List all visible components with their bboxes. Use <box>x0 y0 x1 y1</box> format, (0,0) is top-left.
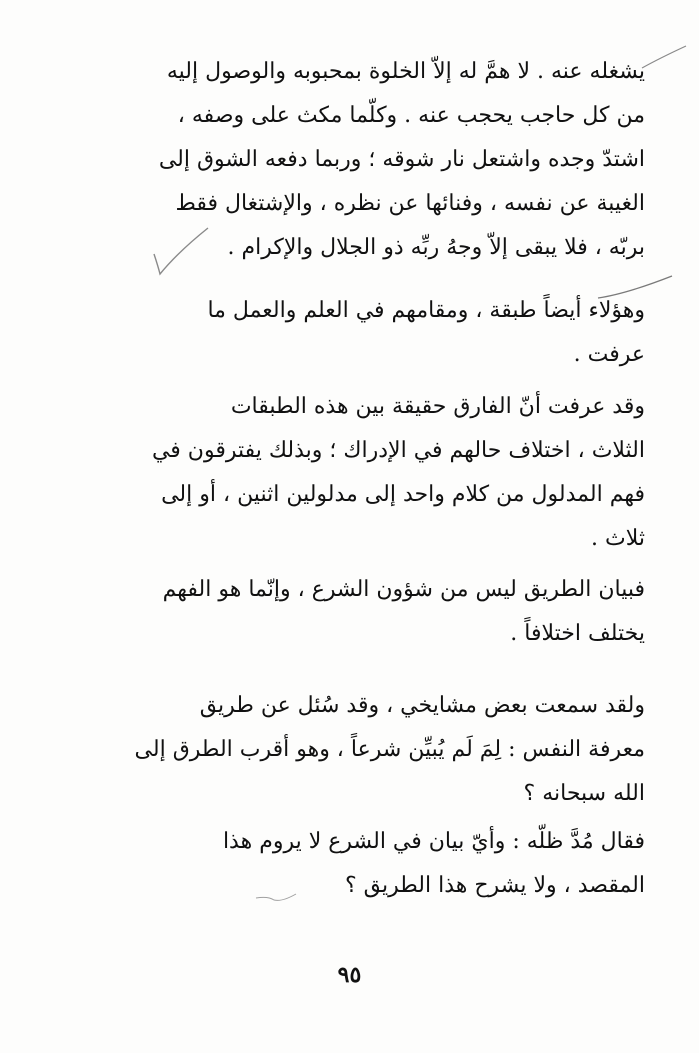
text-line: اشتدّ وجده واشتعل نار شوقه ؛ وربما دفعه الشوق إلى <box>158 147 645 172</box>
paragraph-3 <box>100 385 645 561</box>
text-line: وقد عرفت أنّ الفارق حقيقة بين هذه الطبقات <box>230 394 645 419</box>
text-line: من كل حاجب يحجب عنه . وكلّما مكث على وصفه ، <box>177 103 645 128</box>
text-line: الله سبحانه ؟ <box>523 781 645 806</box>
text-line: يشغله عنه . لا همَّ له إلاّ الخلوة بمحبوبه والوصول إليه <box>166 59 645 84</box>
paragraph-4 <box>100 568 645 656</box>
paragraph-5 <box>100 684 645 816</box>
text-line: فقال مُدَّ ظلّه : وأيّ بيان في الشرع لا يروم هذا <box>222 829 645 854</box>
text-line: فبيان الطريق ليس من شؤون الشرع ، وإنّما هو الفهم <box>162 577 645 602</box>
margin-pencil-mark-top <box>640 40 690 80</box>
text-line: وهؤلاء أيضاً طبقة ، ومقامهم في العلم والعمل ما <box>207 298 645 323</box>
page-number: ٩٥ <box>337 962 362 988</box>
paragraph-1 <box>100 50 645 270</box>
text-line: الغيبة عن نفسه ، وفنائها عن نظره ، والإشتغال فقط <box>175 191 645 216</box>
text-line: ثلاث . <box>591 526 645 551</box>
text-line: ولقد سمعت بعض مشايخي ، وقد سُئل عن طريق <box>199 693 645 718</box>
text-line: فهم المدلول من كلام واحد إلى مدلولين اثنين ، أو إلى <box>161 482 645 507</box>
text-line: بربّه ، فلا يبقى إلاّ وجهُ ربِّه ذو الجلال والإكرام . <box>227 235 645 260</box>
paragraph-6 <box>100 820 645 908</box>
paragraph-2 <box>100 289 645 377</box>
text-line: معرفة النفس : لِمَ لَم يُبيِّن شرعاً ، وهو أقرب الطرق إلى <box>134 737 645 762</box>
text-line: المقصد ، ولا يشرح هذا الطريق ؟ <box>344 873 645 898</box>
text-line: يختلف اختلافاً . <box>510 621 645 646</box>
text-line: الثلاث ، اختلاف حالهم في الإدراك ؛ وبذلك يفترقون في <box>151 438 645 463</box>
text-line: عرفت . <box>573 342 645 367</box>
